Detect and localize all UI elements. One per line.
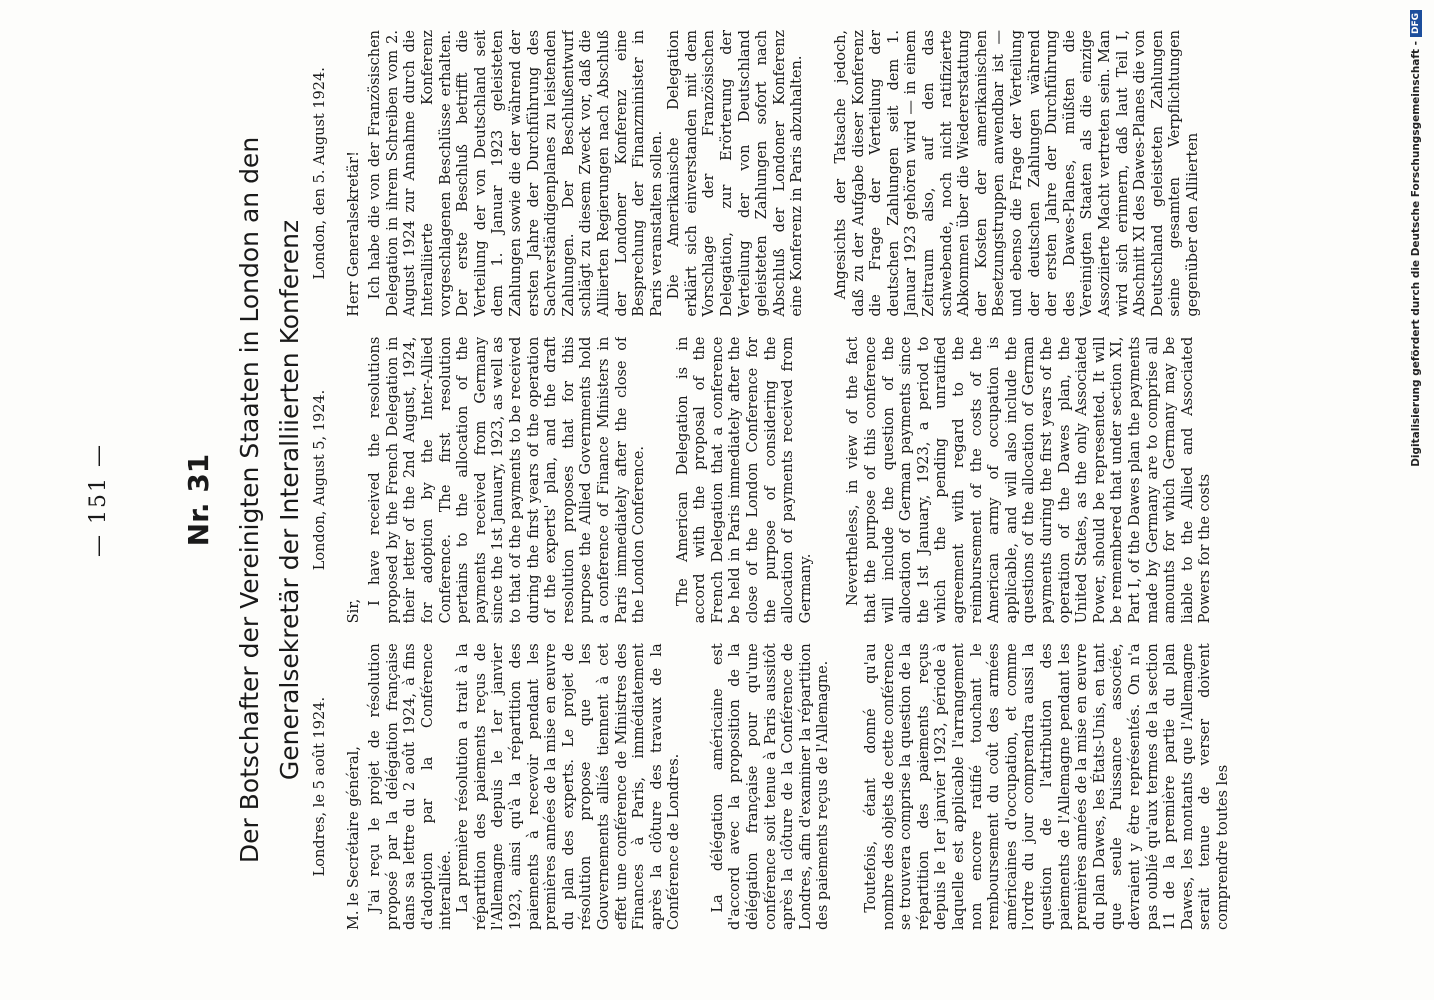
watermark-text: Digitalisierung gefördert durch die Deutsche Forschungsgemeinschaft - xyxy=(1410,41,1422,467)
english-paragraph-2: The American Delegation is in accord with the proposal of the French Delegation that a conference be held in Paris immediately after the close of the London Conference for the purpose of considering the allocation of payments received from Germany. xyxy=(674,336,814,624)
german-date: London, den 5. August 1924. xyxy=(312,67,328,280)
german-paragraph-1: Ich habe die von der Französischen Delegation in ihrem Schreiben vom 2. August 1924 zur Annahme durch die Interalliierte Konferenz vorgeschlagenen Beschlüsse erhalten. Der erste Beschluß betrifft die Verteilung der von Deutschland seit dem 1. Januar 1923 geleisteten Zahlungen sowie die der während der ersten Jahre der Durchführung des Sachverständigenplanes zu leistenden Zahlungen. Der Beschlußentwurf schlägt zu diesem Zweck vor, daß die Alliierten Regierungen nach Abschluß der Londoner Konferenz eine Besprechung der Finanzminister in Paris veranstalten sollen. xyxy=(367,29,665,317)
german-column xyxy=(312,30,1362,317)
french-paragraph-3: La délégation américaine est d'accord avec la proposition de la délégation française pour qu'une conférence soit tenue à Paris aussitôt après la clôture de la Conférence de Londres, afin d'examiner la répartition des paiements reçus de l'Allemagne. xyxy=(709,643,832,930)
french-column xyxy=(312,643,1362,930)
dfg-logo: DFG xyxy=(1410,10,1422,37)
page-number: — 151 — xyxy=(86,443,111,557)
french-paragraph-1: J'ai reçu le projet de résolution proposé par la délégation française dans sa lettre du 2 août 1924, à fins d'adoption par la Conférence interalliée. xyxy=(367,643,454,930)
german-paragraph-2: Die Amerikanische Delegation erklärt sich einverstanden mit dem Vorschlage der Französischen Delegation, zur Erörterung der Verteilung der von Deutschland geleisteten Zahlungen sofort nach Abschluß der Londoner Konferenz eine Konferenz in Paris abzuhalten. xyxy=(666,29,806,317)
document-title: Der Botschafter der Vereinigten Staaten in London an den Generalsekretär der Interalliierten Konferenz xyxy=(235,136,304,864)
watermark-text-row xyxy=(1406,10,1426,990)
french-paragraph-4: Toutefois, étant donné qu'au nombre des objets de cette conférence se trouvera comprise la question de la répartition des paiements reçus depuis le 1er janvier 1923, période à laquelle est applicable l'arrangement non encore ratifié touchant le remboursement du coût des armées américaines d'occupation, et comme l'ordre du jour comprendra aussi la question de l'attribution des paiements de l'Allemagne pendant les premières années de la mise en œuvre du plan Dawes, les États-Unis, en tant que seule Puissance associée, devraient y être représentés. On n'a pas oublié qu'aux termes de la section 11 de la première partie du plan Dawes, les montants que l'Allemagne serait tenue de verser doivent comprendre toutes les xyxy=(863,643,1231,930)
german-paragraph-3: Angesichts der Tatsache jedoch, daß zu der Aufgabe dieser Konferenz die Frage der Verteilung der deutschen Zahlungen seit dem 1. Januar 1923 gehören wird — in einem Zeitraum also, auf den das schwebende, noch nicht ratifizierte Abkommen über die Wiedererstattung der Kosten der amerikanischen Besetzungstruppen anwendbar ist — und ebenso die Frage der Verteilung der deutschen Zahlungen während der ersten Jahre der Durchführung des Dawes-Planes, müßten die Vereinigten Staaten als die einzige Assoziierte Macht vertreten sein. Man wird sich erinnern, daß laut Teil I, Abschnitt XI des Dawes-Planes die von Deutschland geleisteten Zahlungen seine gesamten Verpflichtungen gegenüber den Alliierten xyxy=(833,29,1201,317)
french-date: Londres, le 5 août 1924. xyxy=(312,696,328,877)
english-salutation: Sir, xyxy=(345,598,362,624)
text-columns xyxy=(312,30,1362,930)
english-paragraph-1: I have received the resolutions proposed by the French Delegation in their letter of the 2nd August, 1924, for adoption by the Inter-Allied Conference. The first resolution pertains to the allocation of the payments received from Germany since the 1st January, 1923, as well as to that of the payments to be received during the first years of the operation of the experts' plan, and the draft resolution proposes that for this purpose the Allied Governments hold a conference of Finance Ministers in Paris immediately after the close of the London Conference. xyxy=(367,336,648,624)
french-salutation: M. le Secrétaire général, xyxy=(345,746,362,930)
document-number: Nr. 31 xyxy=(182,453,215,547)
dfg-watermark xyxy=(1406,10,1426,990)
german-salutation: Herr Generalsekretär! xyxy=(345,151,362,317)
french-paragraph-2: La première résolution a trait à la répartition des paiements reçus de l'Allemagne depuis le 1er janvier 1923, ainsi qu'à la répartition des paiements à recevoir pendant les premières années de la mise en œuvre du plan des experts. Le projet de résolution propose que les Gouvernements alliés tiennent à cet effet une conférence de Ministres des Finances à Paris, immédiatement après la clôture des travaux de la Conférence de Londres. xyxy=(455,643,683,930)
english-paragraph-3: Nevertheless, in view of the fact that the purpose of this conference will include the question of the allocation of German payments since the 1st January, 1923, a period to which the pending unratified agreement with regard to the reimbursement of the costs of the American army of occupation is applicable, and will also include the questions of the allocation of German payments during the first years of the operation of the Dawes plan, the United States, as the only Associated Power, should be represented. It will be remembered that under section XI, Part I, of the Dawes plan the payments made by Germany are to comprise all amounts for which Germany may be liable to the Allied and Associated Powers for the costs xyxy=(845,336,1214,624)
english-column xyxy=(312,337,1362,624)
english-date: London, August 5, 1924. xyxy=(312,389,328,571)
